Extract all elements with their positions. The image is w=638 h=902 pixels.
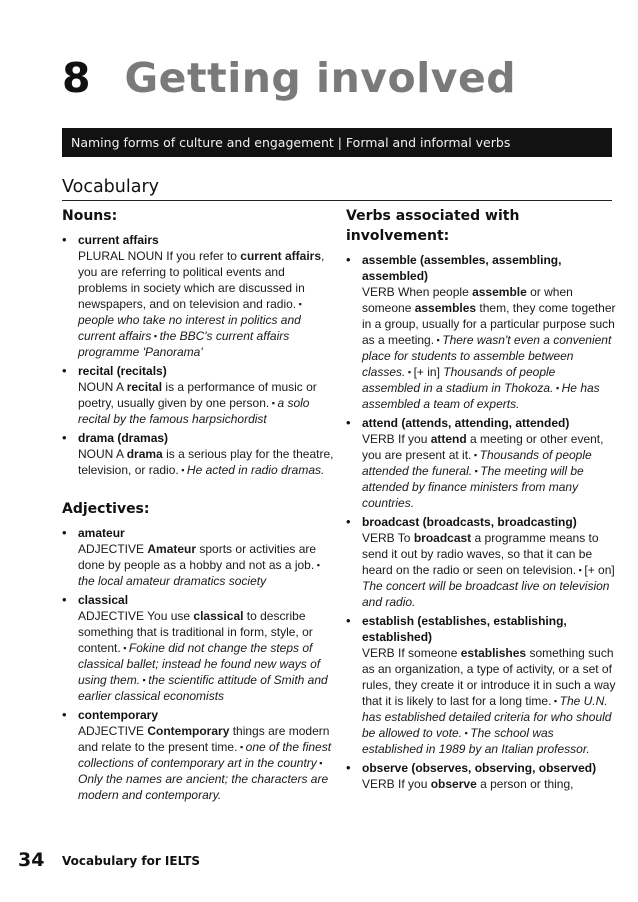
section-title: Vocabulary [62,177,160,197]
definition-keyword: current affairs [240,249,321,263]
example-sentence: Only the names are ancient; the characters are modern and contemporary. [78,772,329,802]
example-sentence: the BBC's current affairs programme 'Panorama' [78,329,290,359]
headword: • amateur [78,526,125,540]
example-separator: ▪ [120,643,129,653]
part-of-speech: VERB [362,432,395,446]
topic-banner: Naming forms of culture and engagement | Formal and informal verbs [62,128,612,157]
example-separator: ▪ [472,466,481,476]
entry-broadcast [346,514,616,610]
page-footer [0,848,638,872]
example-sentence: There wasn't even a convenient place for students to assemble between classes. [362,333,612,379]
headword: • attend (attends, attending, attended) [362,416,570,430]
part-of-speech: VERB [362,285,395,299]
definition-keyword: broadcast [413,531,472,545]
definition-text: or when someone [362,285,573,315]
definition-text: When people [394,285,473,299]
entry-observe [346,760,616,792]
example-sentence: The U.N. has established detailed criteria for who should be allowed to vote. [362,694,612,740]
example-separator: ▪ [296,299,302,309]
example-sentence: Fokine did not change the steps of classical ballet; instead he found new ways of using them. [78,641,321,687]
part-of-speech: ADJECTIVE [78,542,145,556]
definition-keyword: observe [430,777,477,791]
example-sentence: the local amateur dramatics society [78,574,267,588]
headword: • classical [78,593,129,607]
part-of-speech: ADJECTIVE [78,724,145,738]
example-sentence: He acted in radio dramas. [186,463,325,477]
entry-contemporary [62,707,337,803]
definition-text: things are modern and relate to the present time. [78,724,330,754]
example-separator: ▪ [316,758,323,768]
definition-text: , you are referring to political events and problems in society which are discussed in newspapers, and on television and radio. [78,249,325,311]
left-column [62,206,337,806]
definition-text: a meeting or other event, you are present at it. [362,432,604,462]
definition-keyword: assemble [472,285,527,299]
example-sentence: one of the finest collections of contemporary art in the country [78,740,332,770]
definition-text: If you refer to [162,249,241,263]
definition-text: a programme means to send it out by radio waves, so that it can be heard on the radio or seen on television. [362,531,599,577]
definition-text: to describe something that is traditional in form, style, or content. [78,609,313,655]
example-separator: ▪ [314,560,320,570]
grammar-note: [+ on] [584,563,615,577]
definition-keyword: attend [430,432,467,446]
example-sentence: The concert will be broadcast live on television and radio. [362,579,610,609]
definition-text: If someone [394,646,461,660]
headword: • drama (dramas) [78,431,169,445]
definition-keyword: drama [126,447,163,461]
example-separator: ▪ [553,383,562,393]
definition-text: If you [394,777,431,791]
part-of-speech: PLURAL NOUN [78,249,163,263]
entry-recital [62,363,337,427]
definition-text: a person or thing, [476,777,574,791]
example-separator: ▪ [151,331,160,341]
right-column [346,206,616,795]
example-sentence: The meeting will be attended by finance ministers from many countries. [362,464,584,510]
definition-text: is a serious play for the theatre, television, or radio. [78,447,334,477]
example-separator: ▪ [576,565,585,575]
page-number: 34 [18,849,45,871]
nouns-heading: Nouns: [62,208,118,224]
example-separator: ▪ [269,398,278,408]
adjectives-list [62,525,337,803]
definition-text: something such as an organization, a type of activity, or a set of rules, they create it or introduce it in such a way that it is likely to last for a long time. [362,646,616,708]
definition-keyword: classical [193,609,244,623]
entry-attend [346,415,616,511]
book-title: Vocabulary for IELTS [62,854,201,868]
part-of-speech: VERB [362,777,395,791]
part-of-speech: ADJECTIVE [78,609,145,623]
definition-text: A [113,380,127,394]
definition-text: If you [394,432,431,446]
example-separator: ▪ [237,742,246,752]
entry-establish [346,613,616,757]
definition-text: To [394,531,414,545]
headword: • contemporary [78,708,159,722]
entry-current-affairs [62,232,337,360]
chapter-title [62,52,516,104]
adjectives-heading: Adjectives: [62,501,150,517]
definition-keyword: Amateur [147,542,197,556]
definition-text: is a performance of music or poetry, usually given by one person. [78,380,317,410]
entry-drama [62,430,337,478]
headword: • recital (recitals) [78,364,167,378]
entry-classical [62,592,337,704]
verbs-heading: Verbs associated with involvement: [346,208,520,244]
chapter-number: 8 [62,54,91,102]
part-of-speech: NOUN [78,447,114,461]
definition-text: A [113,447,127,461]
nouns-list [62,232,337,478]
chapter-name: Getting involved [124,54,517,102]
example-separator: ▪ [551,696,560,706]
definition-text: You use [144,609,194,623]
definition-keyword: assembles [414,301,477,315]
definition-text: sports or activities are done by people as a hobby and not as a job. [78,542,317,572]
definition-keyword: Contemporary [147,724,230,738]
example-sentence: He has assembled a team of experts. [362,381,600,411]
example-separator: ▪ [140,675,149,685]
part-of-speech: NOUN [78,380,114,394]
example-separator: ▪ [462,728,471,738]
section-divider [62,200,612,201]
entry-assemble [346,252,616,412]
part-of-speech: VERB [362,646,395,660]
example-sentence: The school was established in 1989 by an Italian professor. [362,726,590,756]
headword: • establish (establishes, establishing, established) [362,614,567,644]
definition-keyword: establishes [460,646,527,660]
definition-text: them, they come together in a group, usually for a particular purpose such as a meeting. [362,301,616,347]
grammar-note: [+ in] [413,365,444,379]
example-sentence: Thousands of people attended the funeral. [362,448,592,478]
part-of-speech: VERB [362,531,395,545]
example-sentence: people who take no interest in politics and current affairs [78,313,301,343]
example-sentence: a solo recital by the famous harpsichordist [78,396,310,426]
entry-amateur [62,525,337,589]
headword: • observe (observes, observing, observed) [362,761,597,775]
definition-keyword: recital [126,380,163,394]
headword: • assemble (assembles, assembling, assembled) [362,253,562,283]
headword: • current affairs [78,233,159,247]
example-sentence: the scientific attitude of Smith and earlier classical economists [78,673,328,703]
verbs-list [346,252,616,792]
example-separator: ▪ [434,335,443,345]
example-separator: ▪ [178,465,187,475]
example-separator: ▪ [471,450,480,460]
headword: • broadcast (broadcasts, broadcasting) [362,515,577,529]
example-sentence: Thousands of people assembled in a stadium in Thokoza. [362,365,556,395]
example-separator: ▪ [405,367,414,377]
